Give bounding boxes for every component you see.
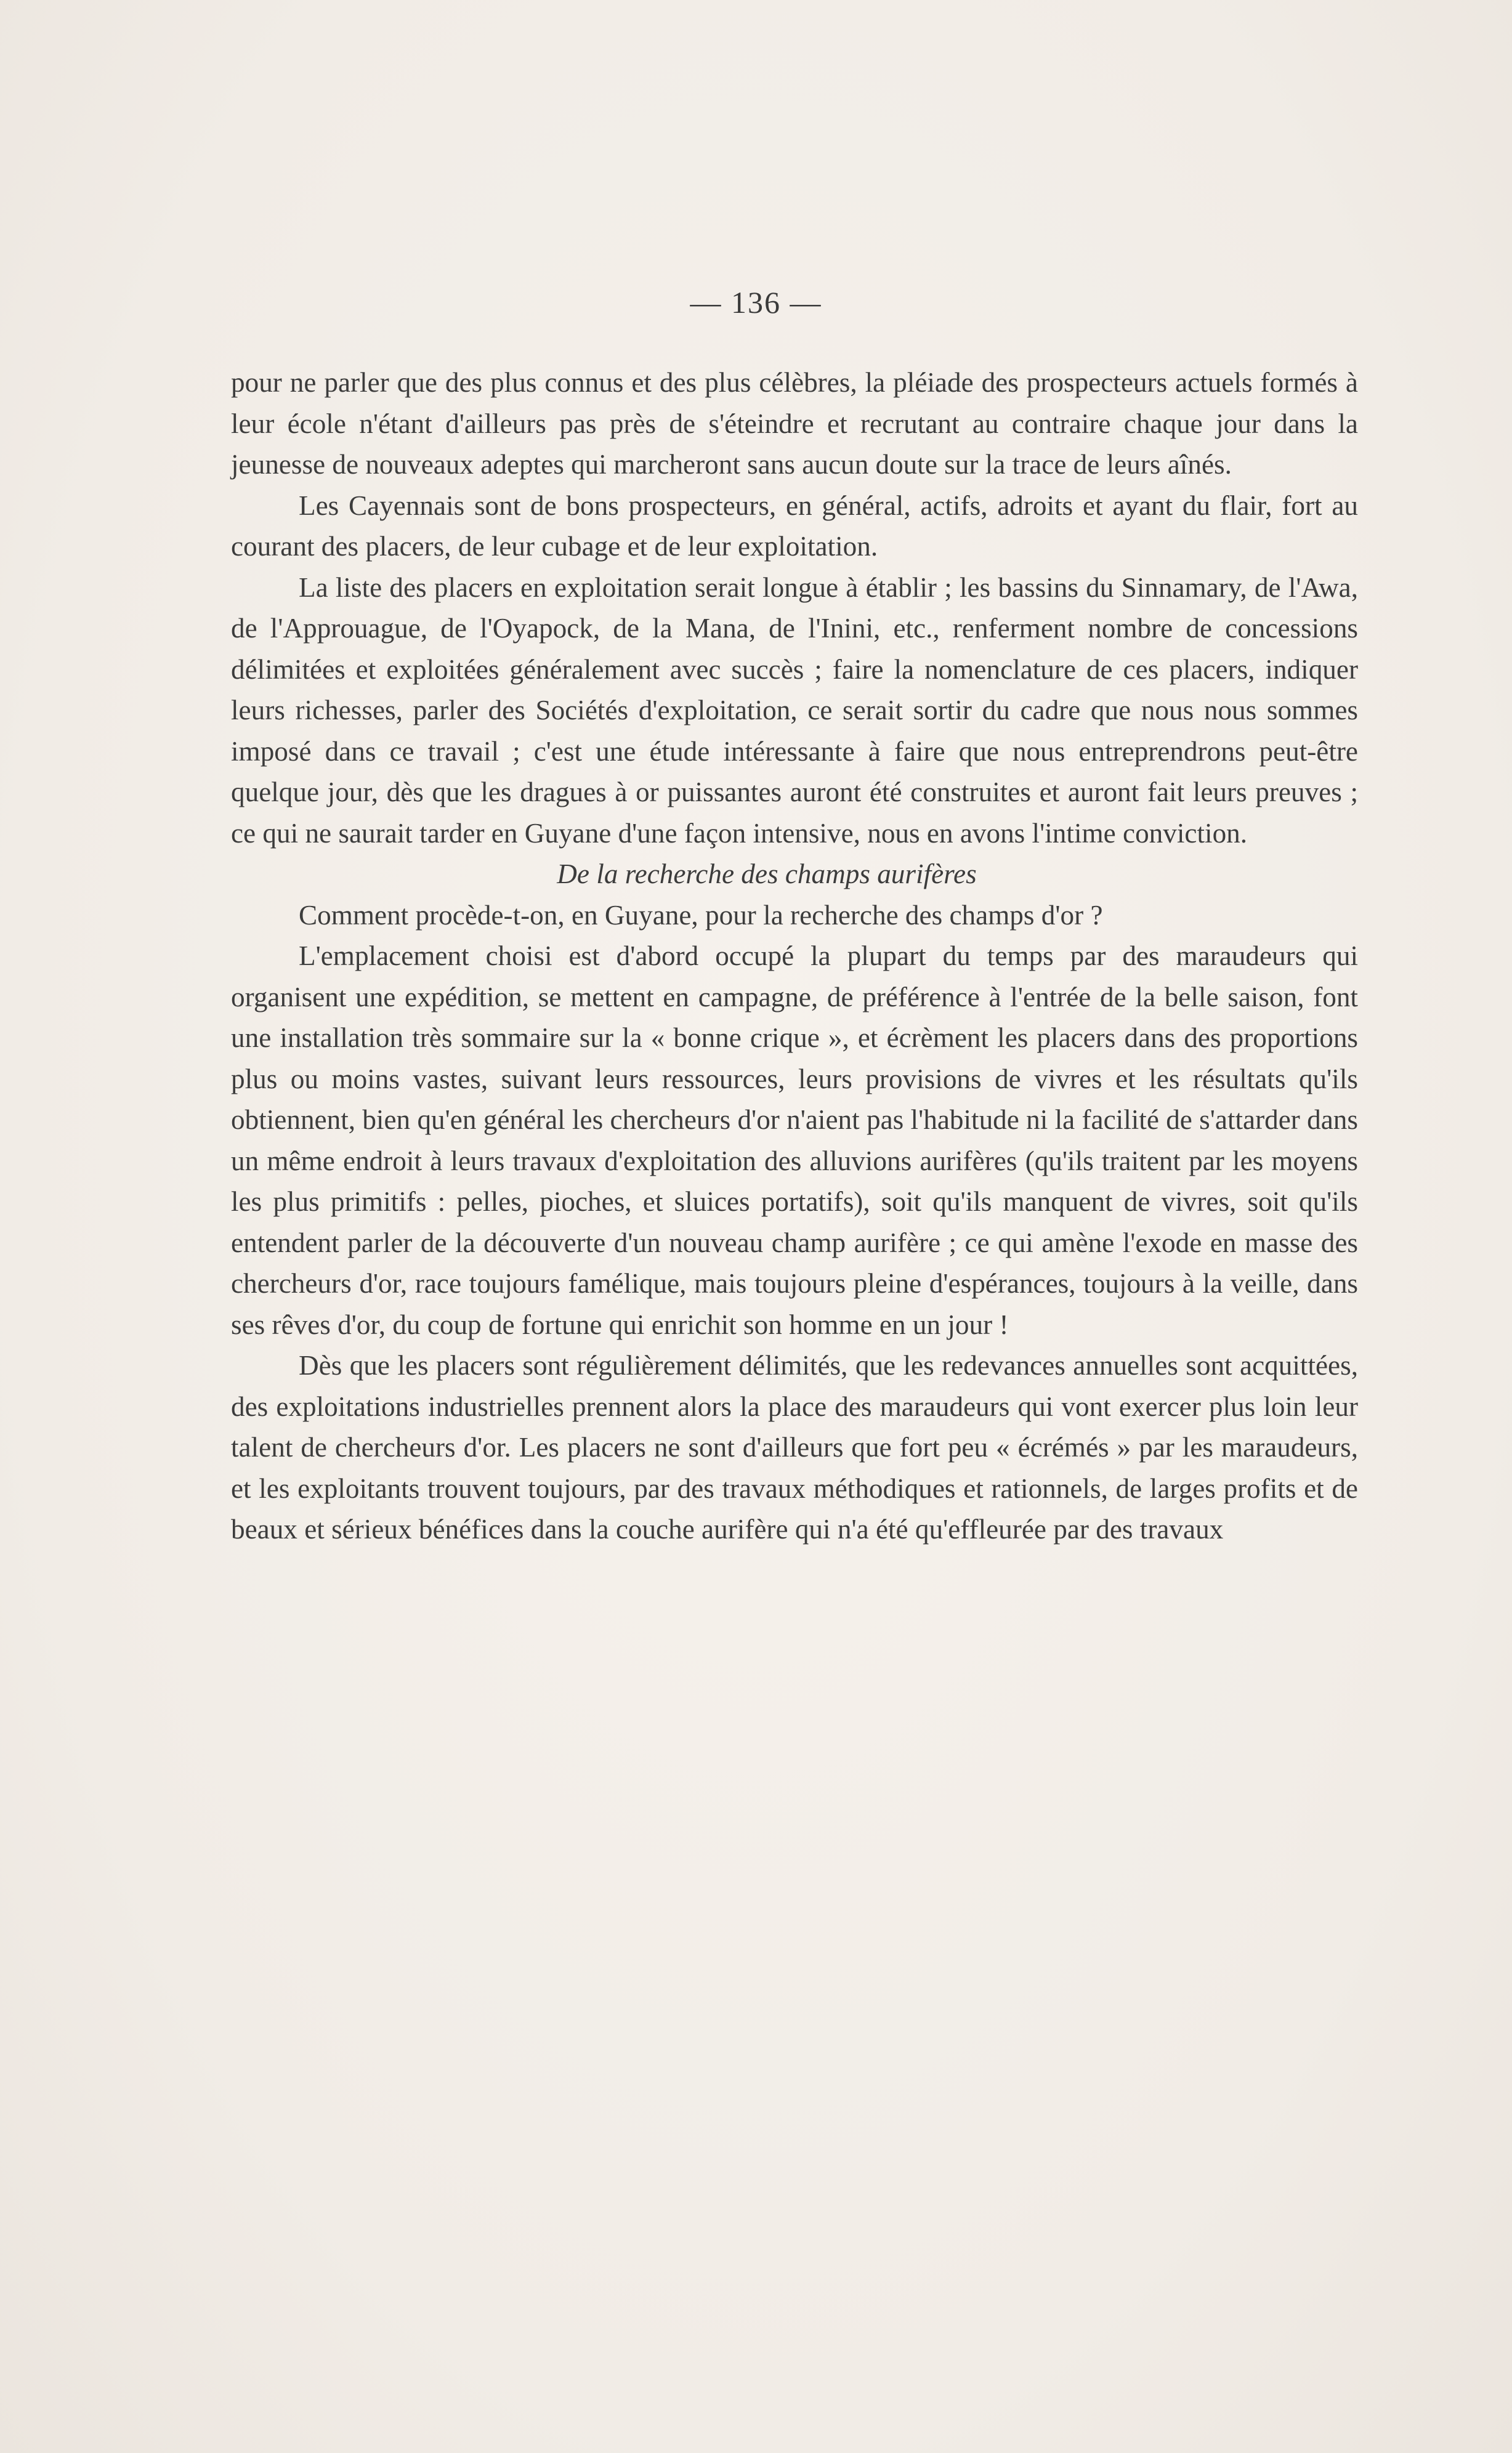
page-number: — 136 —: [690, 285, 822, 320]
paragraph-1: pour ne parler que des plus connus et des plus célèbres, la pléiade des prospecteurs actuels formés à leur école n'étant d'ailleurs pas près de s'éteindre et recrutant au contraire chaque jour dans la jeunesse de nouveaux adeptes qui marcheront sans aucun doute sur la trace de leurs aînés.: [231, 367, 1358, 480]
paragraph-6: Dès que les placers sont régulièrement délimités, que les redevances annuelles sont acquittées, des exploitations industrielles prennent alors la place des maraudeurs qui vont exercer plus loin leur talent de chercheurs d'or. Les placers ne sont d'ailleurs que fort peu « écrémés » par les maraudeurs, et les exploitants trouvent toujours, par des travaux méthodiques et rationnels, de larges profits et de beaux et sérieux bénéfices dans la couche aurifère qui n'a été qu'effleurée par des travaux: [231, 1350, 1358, 1545]
paragraph-4: Comment procède-t-on, en Guyane, pour la recherche des champs d'or ?: [299, 899, 1103, 931]
paragraph-3: La liste des placers en exploitation serait longue à établir ; les bassins du Sinnamary, de l'Awa, de l'Approuague, de l'Oyapock, de la Mana, de l'Inini, etc., renferment nombre de concessions délimitées et exploitées généralement avec succès ; faire la nomenclature de ces placers, indiquer leurs richesses, parler des Sociétés d'exploitation, ce serait sortir du cadre que nous nous sommes imposé dans ce travail ; c'est une étude intéressante à faire que nous entreprendrons peut-être quelque jour, dès que les dragues à or puissantes auront été construites et auront fait leurs preuves ; ce qui ne saurait tarder en Guyane d'une façon intensive, nous en avons l'intime conviction.: [231, 572, 1358, 849]
section-heading: De la recherche des champs aurifères: [557, 859, 977, 889]
body-text: [231, 362, 1358, 1550]
paragraph-5: L'emplacement choisi est d'abord occupé la plupart du temps par des maraudeurs qui organisent une expédition, se mettent en campagne, de préférence à l'entrée de la belle saison, font une installation très sommaire sur la « bonne crique », et écrèment les placers dans des proportions plus ou moins vastes, suivant leurs ressources, leurs provisions de vivres et les résultats qu'ils obtiennent, bien qu'en général les chercheurs d'or n'aient pas l'habitude ni la facilité de s'attarder dans un même endroit à leurs travaux d'exploitation des alluvions aurifères (qu'ils traitent par les moyens les plus primitifs : pelles, pioches, et sluices portatifs), soit qu'ils manquent de vivres, soit qu'ils entendent parler de la découverte d'un nouveau champ aurifère ; ce qui amène l'exode en masse des chercheurs d'or, race toujours famélique, mais toujours pleine d'espérances, toujours à la veille, dans ses rêves d'or, du coup de fortune qui enrichit son homme en un jour !: [231, 940, 1358, 1340]
paragraph-2: Les Cayennais sont de bons prospecteurs, en général, actifs, adroits et ayant du flair, fort au courant des placers, de leur cubage et de leur exploitation.: [231, 490, 1358, 562]
